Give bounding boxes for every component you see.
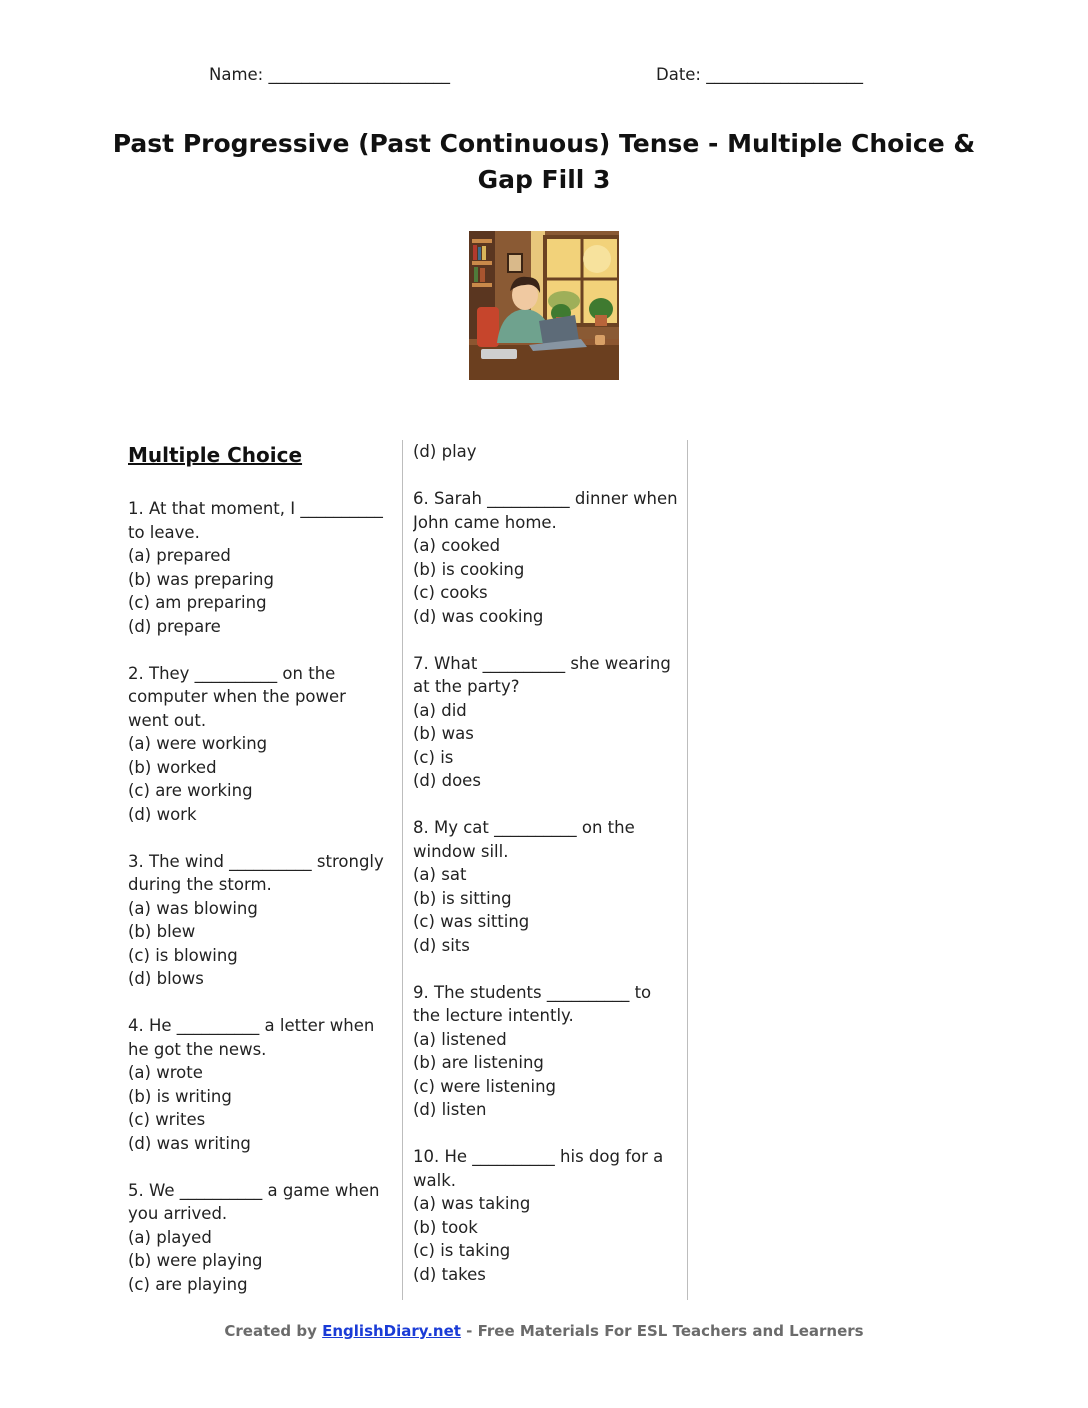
question-stem: 3. The wind __________ strongly during the storm. bbox=[128, 851, 384, 894]
answer-option[interactable]: (c) was sitting bbox=[413, 912, 530, 931]
column-2 bbox=[413, 440, 679, 1300]
answer-option[interactable]: (c) cooks bbox=[413, 583, 488, 602]
answer-option[interactable]: (d) takes bbox=[413, 1264, 486, 1284]
page-title: Past Progressive (Past Continuous) Tense - Multiple Choice & Gap Fill 3 bbox=[112, 129, 976, 194]
answer-option[interactable]: (d) work bbox=[128, 804, 197, 824]
answer-option[interactable]: (a) wrote bbox=[128, 1063, 203, 1082]
question-stem: 5. We __________ a game when you arrived. bbox=[128, 1180, 380, 1223]
footer-prefix: Created by bbox=[224, 1322, 323, 1340]
question-stem: 7. What __________ she wearing at the party? bbox=[413, 653, 671, 696]
answer-option[interactable]: (b) took bbox=[413, 1217, 478, 1237]
answer-option[interactable]: (a) prepared bbox=[128, 546, 231, 565]
answer-option[interactable]: (b) is sitting bbox=[413, 888, 512, 908]
answer-option[interactable]: (b) worked bbox=[128, 757, 217, 777]
question bbox=[128, 1014, 390, 1155]
answer-option[interactable]: (a) did bbox=[413, 700, 467, 720]
answer-option[interactable]: (c) writes bbox=[128, 1110, 206, 1129]
question-stem: 10. He __________ his dog for a walk. bbox=[413, 1147, 664, 1190]
question-stem: 8. My cat __________ on the window sill. bbox=[413, 818, 635, 861]
answer-option[interactable]: (b) is cooking bbox=[413, 559, 525, 579]
answer-option[interactable]: (c) is bbox=[413, 747, 454, 767]
boy-at-laptop-illustration bbox=[469, 231, 619, 380]
answer-option[interactable]: (d) does bbox=[413, 771, 481, 790]
column-1 bbox=[128, 440, 390, 1300]
answer-option[interactable]: (a) sat bbox=[413, 865, 467, 884]
column-divider-left bbox=[402, 440, 403, 1300]
answer-option[interactable]: (a) cooked bbox=[413, 536, 501, 555]
answer-option[interactable]: (d) prepare bbox=[128, 616, 221, 636]
answer-option[interactable]: (b) blew bbox=[128, 922, 196, 941]
answer-option[interactable]: (b) is writing bbox=[128, 1086, 232, 1106]
question bbox=[128, 1179, 390, 1297]
question bbox=[413, 1145, 679, 1286]
question-stem: 9. The students __________ to the lecture intently. bbox=[413, 982, 652, 1025]
question bbox=[413, 816, 679, 957]
answer-option[interactable]: (a) listened bbox=[413, 1029, 507, 1049]
answer-option[interactable]: (d) sits bbox=[413, 935, 470, 955]
answer-option[interactable]: (d) play bbox=[413, 442, 477, 461]
footer bbox=[0, 1321, 1088, 1341]
answer-option[interactable]: (b) were playing bbox=[128, 1251, 263, 1270]
answer-option[interactable]: (d) blows bbox=[128, 969, 204, 988]
question bbox=[413, 652, 679, 793]
question-stem: 4. He __________ a letter when he got the news. bbox=[128, 1016, 375, 1059]
answer-option[interactable]: (c) is taking bbox=[413, 1241, 511, 1260]
footer-suffix: - Free Materials For ESL Teachers and Learners bbox=[460, 1322, 864, 1340]
answer-option[interactable]: (d) was writing bbox=[128, 1133, 251, 1153]
answer-option[interactable]: (c) were listening bbox=[413, 1076, 557, 1096]
question bbox=[413, 487, 679, 628]
answer-option[interactable]: (c) is blowing bbox=[128, 945, 238, 965]
answer-option[interactable]: (d) was cooking bbox=[413, 606, 544, 626]
date-field[interactable]: Date: ___________________ bbox=[656, 65, 863, 84]
answer-option[interactable]: (b) was preparing bbox=[128, 569, 274, 589]
column-divider-right bbox=[687, 440, 688, 1300]
question bbox=[128, 497, 390, 638]
footer-link[interactable]: EnglishDiary.net bbox=[322, 1322, 461, 1340]
answer-option[interactable]: (a) were working bbox=[128, 734, 268, 753]
answer-option[interactable]: (a) was taking bbox=[413, 1194, 531, 1213]
question-stem: 2. They __________ on the computer when the power went out. bbox=[128, 663, 346, 730]
answer-option[interactable]: (c) are playing bbox=[128, 1274, 248, 1294]
question bbox=[413, 981, 679, 1122]
answer-option[interactable]: (a) played bbox=[128, 1227, 212, 1247]
answer-option[interactable]: (c) am preparing bbox=[128, 593, 267, 612]
answer-option[interactable]: (b) was bbox=[413, 724, 474, 743]
section-heading: Multiple Choice bbox=[128, 443, 303, 467]
answer-option[interactable]: (a) was blowing bbox=[128, 898, 258, 918]
name-field[interactable]: Name: ______________________ bbox=[209, 65, 450, 84]
question bbox=[128, 662, 390, 827]
question-stem: 6. Sarah __________ dinner when John came home. bbox=[413, 489, 678, 532]
answer-option[interactable]: (b) are listening bbox=[413, 1053, 544, 1072]
question-stem: 1. At that moment, I __________ to leave. bbox=[128, 499, 383, 542]
question bbox=[128, 850, 390, 991]
answer-option[interactable]: (c) are working bbox=[128, 781, 253, 800]
answer-option[interactable]: (d) listen bbox=[413, 1100, 487, 1119]
